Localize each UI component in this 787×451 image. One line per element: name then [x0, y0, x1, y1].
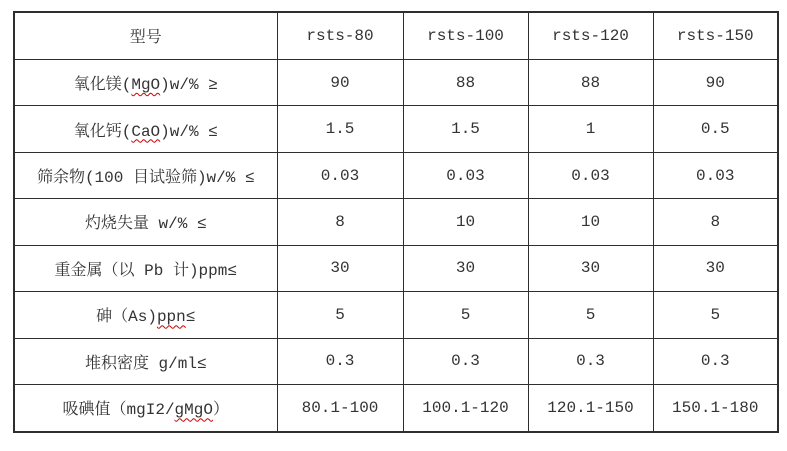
value-cell: 5: [653, 292, 778, 338]
value-cell: 8: [277, 199, 403, 245]
spec-label-post: ≤: [185, 308, 196, 327]
spec-label: 吸碘值（mgI2/: [62, 401, 175, 420]
value-cell: 1.5: [277, 106, 403, 152]
spec-name-cell: [14, 59, 277, 105]
table-row-header: [14, 12, 778, 59]
product-spec-table: [13, 11, 779, 433]
header-label: 型号: [129, 29, 162, 48]
misspelled-text: gMgO: [174, 401, 213, 420]
spec-label: 重金属（以 Pb 计)ppm≤: [54, 261, 237, 280]
value-cell: 5: [403, 292, 528, 338]
value-cell: 10: [403, 199, 528, 245]
value-cell: 8: [653, 199, 778, 245]
value-cell: 0.3: [277, 338, 403, 384]
table-row-iodine-value: [14, 384, 778, 432]
value-cell: 0.03: [277, 152, 403, 198]
spec-name-cell: [14, 292, 277, 338]
spec-label: 氧化钙(: [73, 122, 132, 141]
table-row-ignition-loss: [14, 199, 778, 245]
value-cell: 30: [528, 245, 653, 291]
value-cell: 88: [403, 59, 528, 105]
value-cell: 10: [528, 199, 653, 245]
value-cell: 0.5: [653, 106, 778, 152]
value-cell: 0.3: [528, 338, 653, 384]
spec-label: 灼烧失量 w/% ≤: [84, 215, 207, 234]
model-name-cell: rsts-120: [528, 12, 653, 59]
model-name-cell: rsts-150: [653, 12, 778, 59]
value-cell: 90: [653, 59, 778, 105]
table-row-mgo: [14, 59, 778, 105]
value-cell: 150.1-180: [653, 384, 778, 432]
value-cell: 1.5: [403, 106, 528, 152]
misspelled-text: ppn: [156, 308, 186, 327]
value-cell: 0.3: [653, 338, 778, 384]
value-cell: 5: [528, 292, 653, 338]
spec-label: 氧化镁(: [73, 76, 132, 95]
value-cell: 0.3: [403, 338, 528, 384]
spec-name-cell: [14, 384, 277, 432]
value-cell: 30: [403, 245, 528, 291]
model-header-cell: [14, 12, 277, 59]
model-name-cell: rsts-100: [403, 12, 528, 59]
spec-name-cell: [14, 199, 277, 245]
misspelled-text: CaO: [131, 122, 161, 141]
table-row-arsenic: [14, 292, 778, 338]
value-cell: 0.03: [528, 152, 653, 198]
value-cell: 100.1-120: [403, 384, 528, 432]
value-cell: 0.03: [653, 152, 778, 198]
table-row-heavy-metals: [14, 245, 778, 291]
spec-label: 堆积密度 g/ml≤: [84, 354, 207, 373]
misspelled-text: MgO: [131, 76, 161, 95]
value-cell: 0.03: [403, 152, 528, 198]
spec-name-cell: [14, 245, 277, 291]
value-cell: 80.1-100: [277, 384, 403, 432]
spec-label: 筛余物(100 目试验筛)w/% ≤: [36, 169, 255, 187]
spec-label-post: ）: [212, 401, 229, 420]
spec-label-post: )w/% ≥: [160, 76, 218, 95]
value-cell: 90: [277, 59, 403, 105]
value-cell: 30: [653, 245, 778, 291]
value-cell: 88: [528, 59, 653, 105]
spec-name-cell: [14, 152, 277, 198]
value-cell: 1: [528, 106, 653, 152]
table-row-sieve-residue: [14, 152, 778, 198]
spec-name-cell: [14, 106, 277, 152]
model-name-cell: rsts-80: [277, 12, 403, 59]
value-cell: 120.1-150: [528, 384, 653, 432]
value-cell: 5: [277, 292, 403, 338]
value-cell: 30: [277, 245, 403, 291]
table-row-cao: [14, 106, 778, 152]
spec-label: 砷（As): [96, 308, 157, 327]
spec-label-post: )w/% ≤: [160, 122, 218, 141]
spec-name-cell: [14, 338, 277, 384]
table-row-bulk-density: [14, 338, 778, 384]
